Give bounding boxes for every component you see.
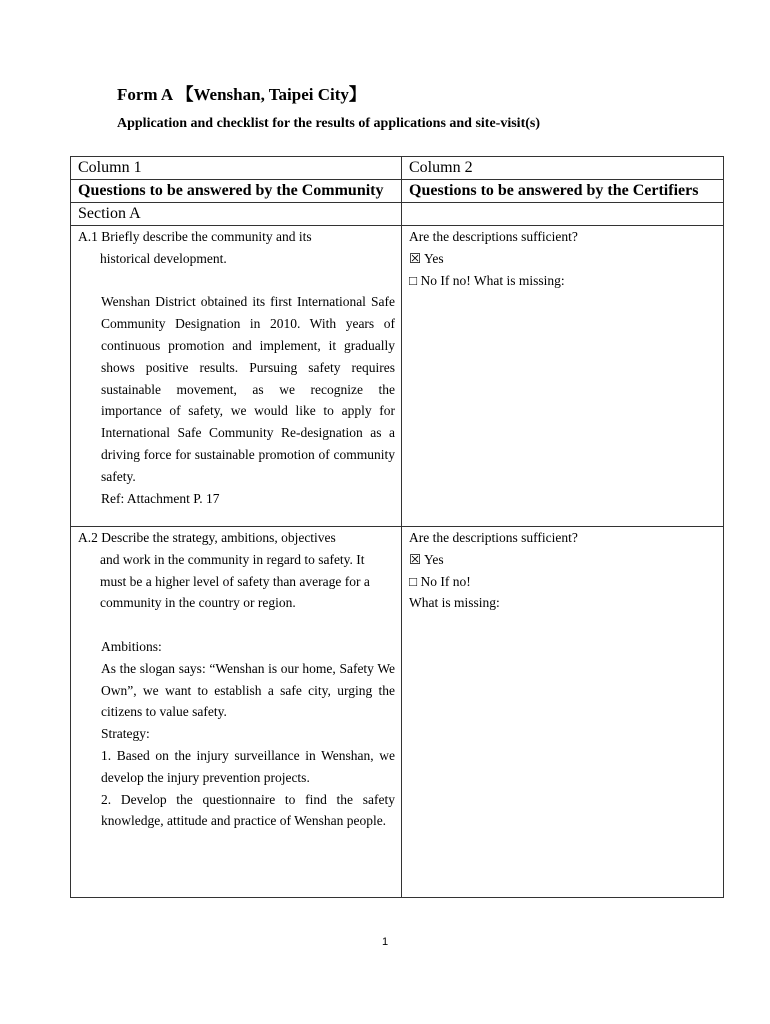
a1-question <box>78 226 395 270</box>
ambitions-text: As the slogan says: “Wenshan is our home, Safety We Own”, we want to establish a safe city, urging the citizens to value safety. <box>101 660 395 720</box>
a2-certifier-cell <box>402 527 724 898</box>
column-2-header: Column 2 <box>402 157 724 180</box>
a1-certifier-question: Are the descriptions sufficient? <box>409 229 578 244</box>
certifier-questions-header: Questions to be answered by the Certifiers <box>402 180 724 203</box>
table-row-a1 <box>71 226 724 527</box>
a2-question-rest: and work in the community in regard to safety. It must be a higher level of safety than average for a community in the country or region. <box>100 551 370 611</box>
community-questions-header: Questions to be answered by the Community <box>71 180 402 203</box>
a2-missing-label: What is missing: <box>409 595 500 611</box>
a1-question-rest: historical development. <box>100 250 227 266</box>
checklist-table <box>70 156 724 898</box>
a1-answer: Wenshan District obtained its first International Safe Community Designation in 2010. With years of continuous promotion and implement, it gradually shows positive results. Pursuing safety requires sustainable movement, as we recognize the importance of safety, we would like to apply for International Safe Community Re-designation as a driving force for sustainable promotion of community safety. <box>101 294 395 484</box>
a2-question-first-line: A.2 Describe the strategy, ambitions, objectives <box>78 530 336 545</box>
form-subtitle: Application and checklist for the results of applications and site-visit(s) <box>117 116 541 131</box>
a1-question-first-line: A.1 Briefly describe the community and its <box>78 229 312 244</box>
page-number: 1 <box>381 936 389 948</box>
strategy-item-2: 2. Develop the questionnaire to find the safety knowledge, attitude and practice of Wenshan people. <box>101 791 395 829</box>
a2-certifier-question: Are the descriptions sufficient? <box>409 530 578 545</box>
a1-reference: Ref: Attachment P. 17 <box>101 490 220 506</box>
ambitions-label: Ambitions: <box>101 638 162 654</box>
strategy-item-1: 1. Based on the injury surveillance in Wenshan, we develop the injury prevention projects. <box>101 747 395 785</box>
a2-community-cell <box>71 527 402 898</box>
section-row <box>71 203 724 226</box>
a1-yes-checkbox[interactable]: ☒ Yes <box>409 250 444 266</box>
column-1-header: Column 1 <box>71 157 402 180</box>
a1-certifier-cell <box>402 226 724 527</box>
form-title: Form A 【Wenshan, Taipei City】 <box>117 85 366 104</box>
section-label: Section A <box>71 203 402 226</box>
a2-no-checkbox[interactable]: □ No If no! <box>409 573 471 589</box>
strategy-label: Strategy: <box>101 726 150 742</box>
question-header-row <box>71 180 724 203</box>
a1-no-checkbox[interactable]: □ No If no! What is missing: <box>409 272 565 288</box>
a2-question <box>78 527 395 614</box>
section-empty-cell <box>402 203 724 226</box>
column-header-row <box>71 157 724 180</box>
a1-community-cell <box>71 226 402 527</box>
table-row-a2 <box>71 527 724 898</box>
a2-yes-checkbox[interactable]: ☒ Yes <box>409 551 444 567</box>
